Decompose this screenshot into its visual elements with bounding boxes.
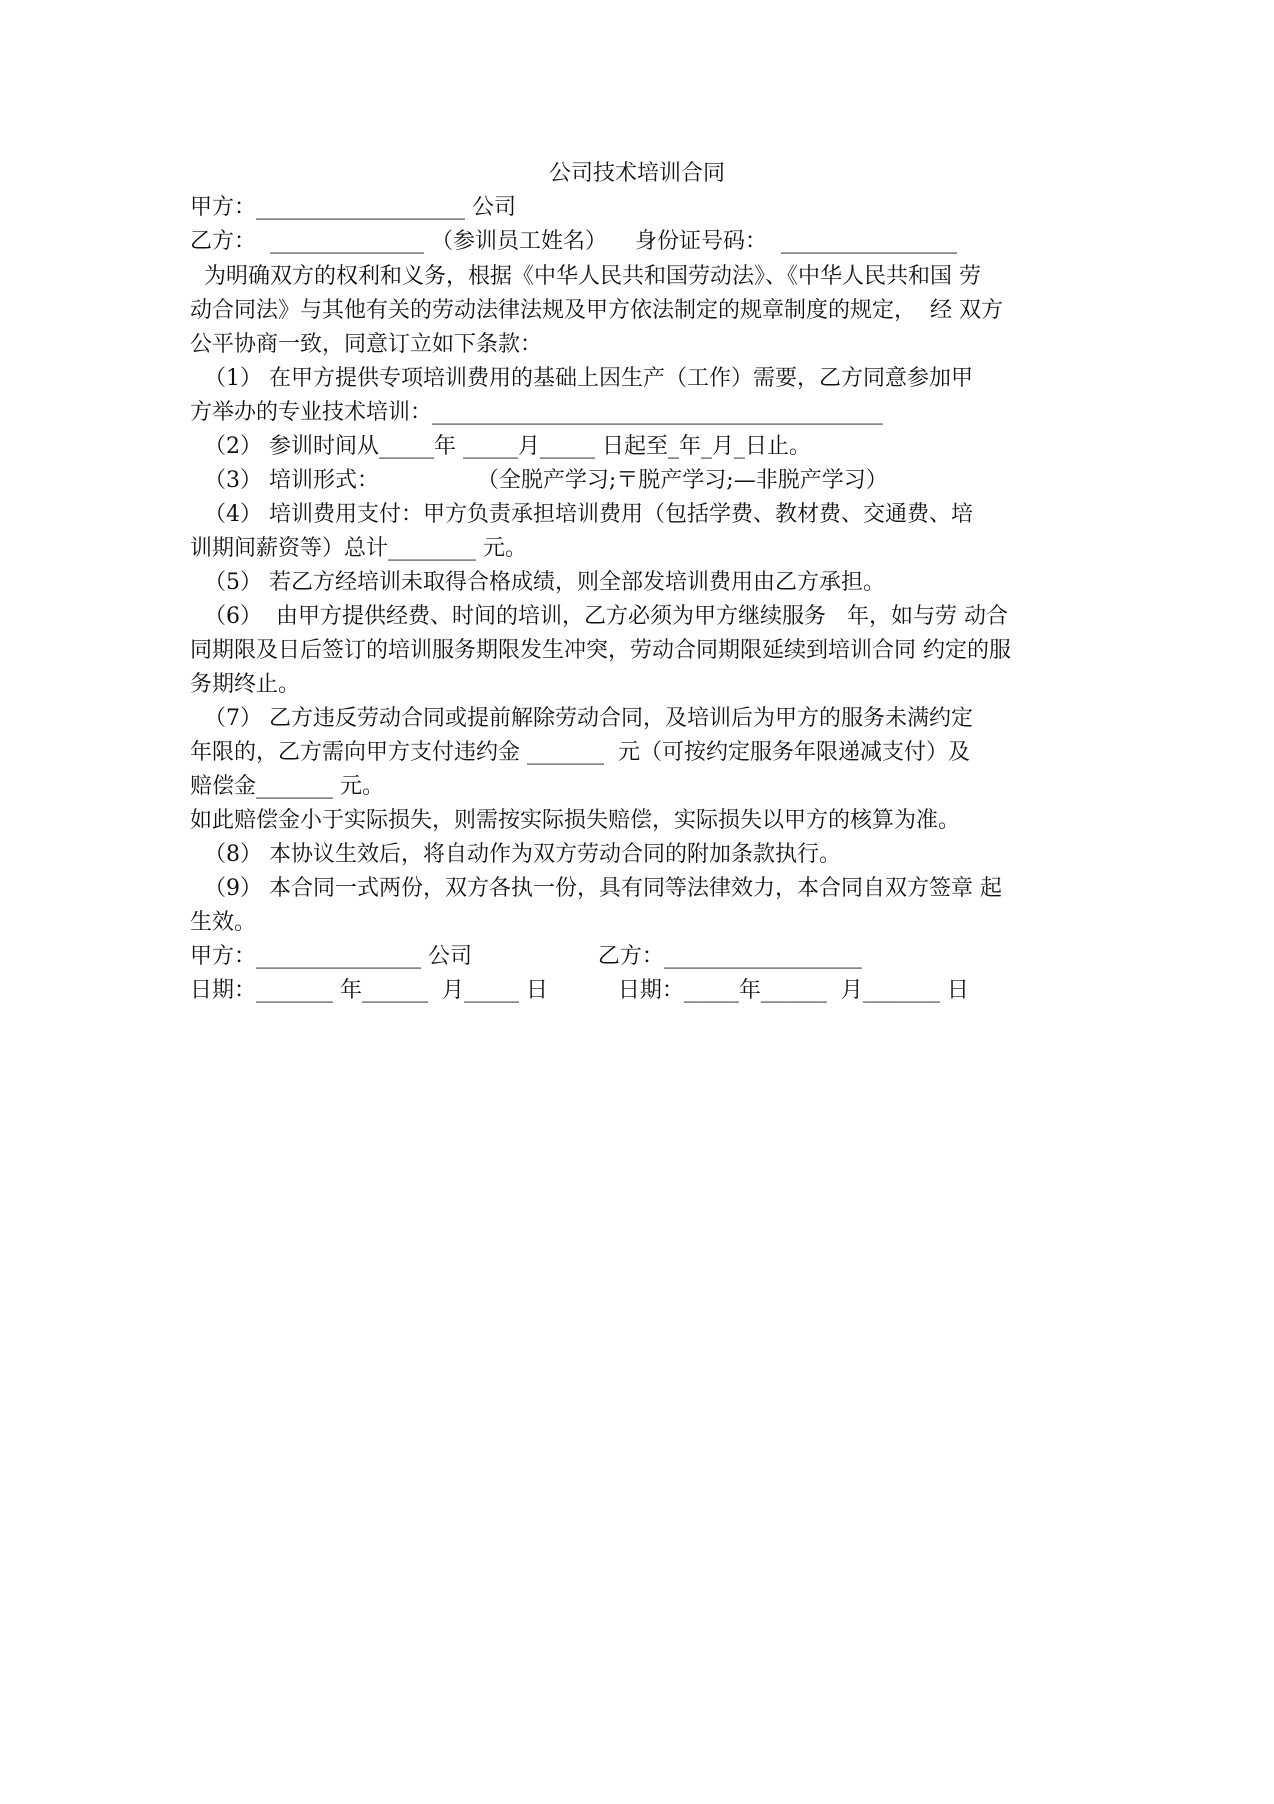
clause-9-line-2: 生效。 xyxy=(190,910,257,935)
clause-4-line-2: 训期间薪资等）总计________ 元。 xyxy=(190,536,527,561)
party-a-line: 甲方：___________________ 公司 xyxy=(190,195,516,220)
document-title: 公司技术培训合同 xyxy=(548,161,725,186)
clause-6-line-1: （6） 由甲方提供经费、时间的培训，乙方必须为甲方继续服务 年，如与劳 动合 xyxy=(190,604,1008,629)
clause-6-line-3: 务期终止。 xyxy=(190,672,301,697)
clause-6-line-2: 同期限及日后签订的培训服务期限发生冲突，劳动合同期限延续到培训合同 约定的服 xyxy=(190,638,1011,663)
clause-8-line: （8） 本协议生效后，将自动作为双方劳动合同的附加条款执行。 xyxy=(190,842,841,867)
preamble-line-2: 动合同法》与其他有关的劳动法律法规及甲方依法制定的规章制度的规定， 经 双方 xyxy=(190,298,1003,323)
clause-4-line-1: （4） 培训费用支付：甲方负责承担培训费用（包括学费、教材费、交通费、培 xyxy=(190,502,973,527)
party-b-line: 乙方： ______________ （参训员工姓名） 身份证号码： ________________ xyxy=(190,229,957,254)
clause-5-line: （5） 若乙方经培训未取得合格成绩，则全部发培训费用由乙方承担。 xyxy=(190,570,885,595)
clause-3-line: （3） 培训形式： （全脱产学习;〒脱产学习;—非脱产学习） xyxy=(190,468,888,493)
clause-1-line-1: （1） 在甲方提供专项培训费用的基础上因生产（工作）需要，乙方同意参加甲 xyxy=(190,366,973,391)
clause-1-line-2: 方举办的专业技术培训：_________________________________________ xyxy=(190,400,884,425)
clause-7-line-2: 年限的，乙方需向甲方支付违约金 _______ 元（可按约定服务年限递减支付）及 xyxy=(190,740,970,765)
clause-7-line-3: 赔偿金_______ 元。 xyxy=(190,774,384,799)
signature-line: 甲方：_______________ 公司 乙方：__________________ xyxy=(190,944,862,969)
date-line: 日期：_______ 年______ 月_____ 日 日期：_____年______ 月_______ 日 xyxy=(190,978,969,1003)
clause-9-line-1: （9） 本合同一式两份，双方各执一份，具有同等法律效力，本合同自双方签章 起 xyxy=(190,876,1002,901)
preamble-line-1: 为明确双方的权利和义务，根据《中华人民共和国劳动法》、《中华人民共和国 劳 xyxy=(190,264,981,289)
preamble-line-3: 公平协商一致，同意订立如下条款： xyxy=(190,332,543,357)
clause-7-line-1: （7） 乙方违反劳动合同或提前解除劳动合同，及培训后为甲方的服务未满约定 xyxy=(190,706,973,731)
clause-2-line: （2） 参训时间从_____年 _____月_____ 日起至_年_月_日止。 xyxy=(190,434,811,459)
clause-7-line-4: 如此赔偿金小于实际损失，则需按实际损失赔偿，实际损失以甲方的核算为准。 xyxy=(190,808,961,833)
